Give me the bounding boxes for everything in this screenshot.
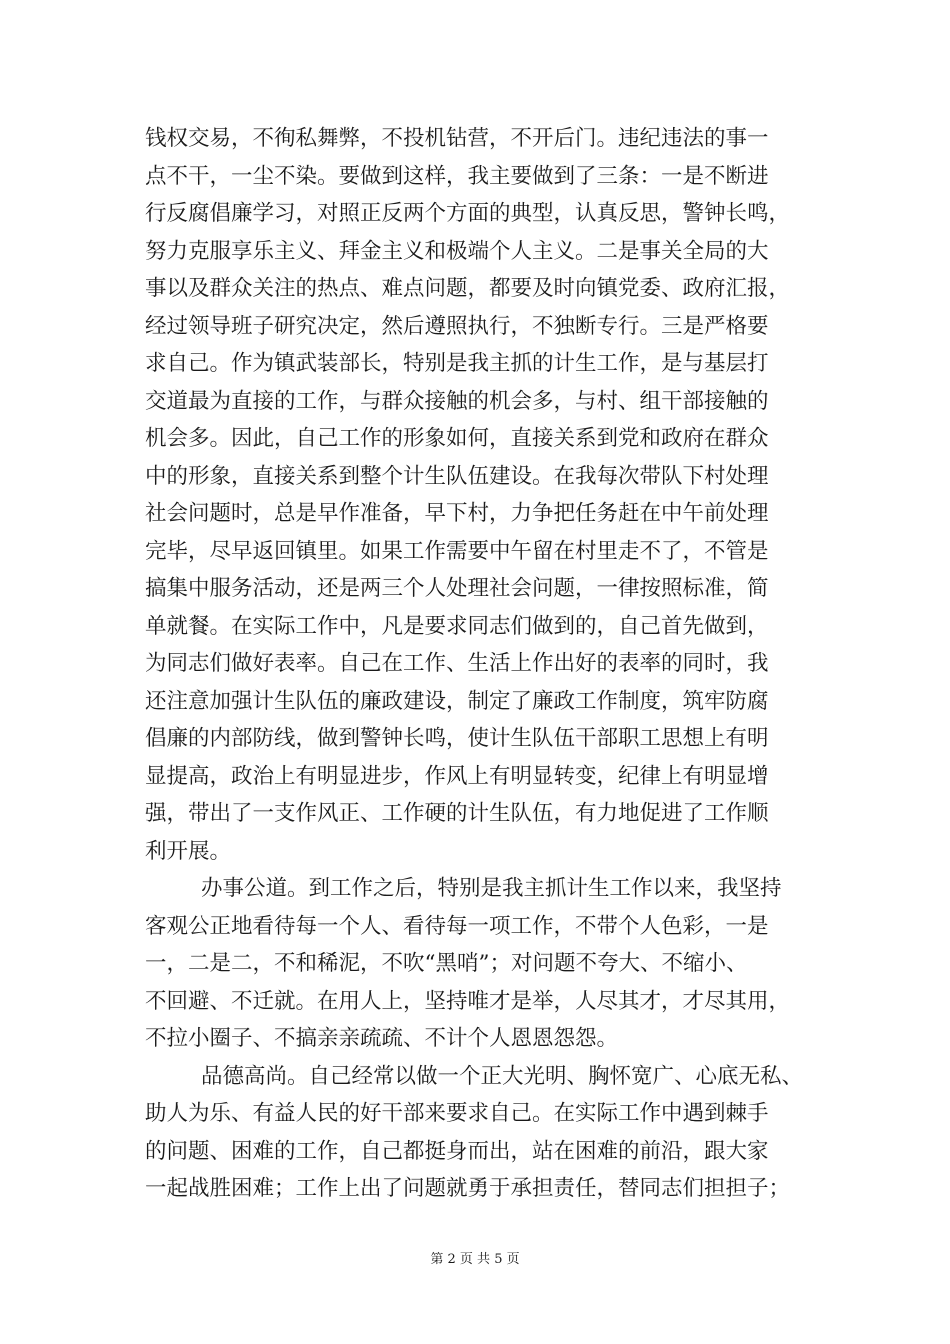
body-text-line: 客观公正地看待每一个人、看待每一项工作，不带个人色彩，一是 bbox=[145, 913, 769, 939]
body-text-line: 倡廉的内部防线，做到警钟长鸣，使计生队伍干部职工思想上有明 bbox=[145, 726, 769, 751]
body-text-line: 利开展。 bbox=[145, 838, 232, 864]
body-text-line: 不回避、不迁就。在用人上，坚持唯才是举，人尽其才，才尽其用， bbox=[145, 988, 791, 1014]
body-text-line: 完毕，尽早返回镇里。如果工作需要中午留在村里走不了，不管是 bbox=[145, 538, 769, 564]
body-text-line: 显提高，政治上有明显进步，作风上有明显转变，纪律上有明显增 bbox=[145, 763, 769, 789]
body-text-line: 为同志们做好表率。自己在工作、生活上作出好的表率的同时，我 bbox=[145, 651, 769, 676]
body-text-line: 经过领导班子研究决定，然后遵照执行，不独断专行。三是严格要 bbox=[145, 313, 769, 339]
body-text-line: 一，二是二，不和稀泥，不吹“黑哨”；对问题不夸大、不缩小、 bbox=[145, 951, 748, 976]
body-text-line: 搞集中服务活动，还是两三个人处理社会问题，一律按照标准，简 bbox=[145, 576, 769, 601]
paragraph-first-line: 品德高尚。自己经常以做一个正大光明、胸怀宽广、心底无私、 bbox=[201, 1063, 804, 1089]
page-number: 第 2 页 共 5 页 bbox=[430, 1252, 520, 1267]
body-text-line: 还注意加强计生队伍的廉政建设，制定了廉政工作制度，筑牢防腐 bbox=[145, 688, 769, 714]
body-text-line: 一起战胜困难；工作上出了问题就勇于承担责任，替同志们担担子； bbox=[145, 1176, 791, 1201]
body-text-line: 强，带出了一支作风正、工作硬的计生队伍，有力地促进了工作顺 bbox=[145, 801, 769, 826]
body-text-line: 中的形象，直接关系到整个计生队伍建设。在我每次带队下村处理 bbox=[145, 463, 769, 489]
body-text-line: 助人为乐、有益人民的好干部来要求自己。在实际工作中遇到棘手 bbox=[145, 1101, 769, 1126]
body-text-line: 机会多。因此，自己工作的形象如何，直接关系到党和政府在群众 bbox=[145, 426, 769, 451]
body-text-line: 交道最为直接的工作，与群众接触的机会多，与村、组干部接触的 bbox=[145, 388, 769, 414]
body-text-line: 单就餐。在实际工作中，凡是要求同志们做到的，自己首先做到， bbox=[145, 613, 769, 639]
paragraph-first-line: 办事公道。到工作之后，特别是我主抓计生工作以来，我坚持 bbox=[201, 876, 782, 901]
body-text-line: 求自己。作为镇武装部长，特别是我主抓的计生工作，是与基层打 bbox=[145, 351, 769, 376]
body-text-line: 的问题、困难的工作，自己都挺身而出，站在困难的前沿，跟大家 bbox=[145, 1138, 769, 1164]
page-footer bbox=[0, 1248, 950, 1267]
body-text-line: 不拉小圈子、不搞亲亲疏疏、不计个人恩恩怨怨。 bbox=[145, 1026, 619, 1051]
body-text-line: 社会问题时，总是早作准备，早下村，力争把任务赶在中午前处理 bbox=[145, 501, 769, 526]
body-text-line: 点不干，一尘不染。要做到这样，我主要做到了三条：一是不断进 bbox=[145, 163, 769, 189]
body-text-line: 钱权交易，不徇私舞弊，不投机钻营，不开后门。违纪违法的事一 bbox=[145, 126, 769, 151]
body-text-line: 事以及群众关注的热点、难点问题，都要及时向镇党委、政府汇报， bbox=[145, 276, 791, 301]
body-text-line: 行反腐倡廉学习，对照正反两个方面的典型，认真反思，警钟长鸣， bbox=[145, 201, 791, 226]
body-text-line: 努力克服享乐主义、拜金主义和极端个人主义。二是事关全局的大 bbox=[145, 238, 769, 264]
